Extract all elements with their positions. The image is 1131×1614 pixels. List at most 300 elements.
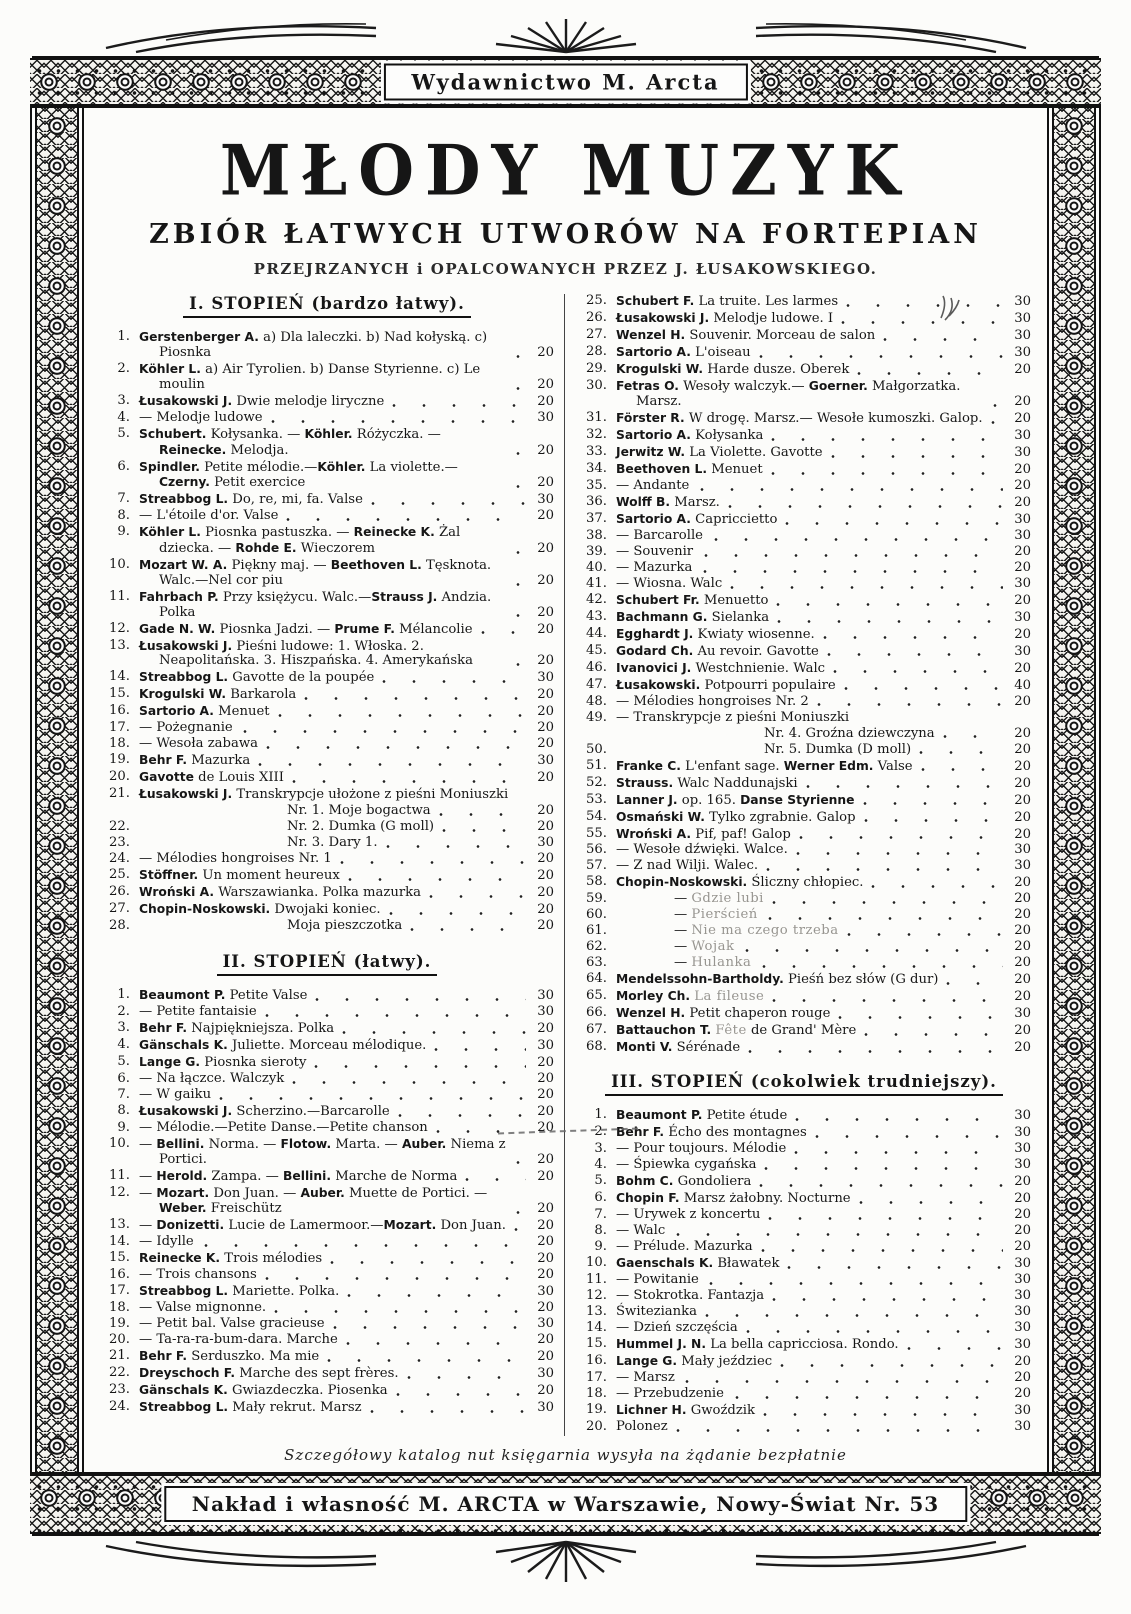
item-price: 20 xyxy=(1014,693,1031,709)
item-title xyxy=(616,1256,779,1272)
work-title: Żal dziecka. — xyxy=(159,525,461,557)
catalog-row xyxy=(100,509,554,524)
dot-leader xyxy=(386,844,526,849)
dot-leader xyxy=(219,1096,526,1101)
catalog-row xyxy=(577,956,1031,971)
dot-leader xyxy=(764,1166,1003,1171)
item-price: 20 xyxy=(537,621,554,637)
item-title xyxy=(139,687,296,703)
work-title: Petite étude xyxy=(702,1108,788,1124)
dot-leader xyxy=(794,1150,1003,1155)
work-title: Bławatek xyxy=(713,1255,780,1271)
composer-name: Jerwitz W. xyxy=(616,444,686,459)
item-price: 20 xyxy=(1014,955,1031,971)
item-price: 20 xyxy=(1014,792,1031,808)
item-title xyxy=(616,793,855,809)
item-price: 30 xyxy=(537,1316,554,1332)
catalog-row xyxy=(577,776,1031,792)
dot-leader xyxy=(815,1134,1003,1139)
item-number: 12. xyxy=(586,1287,607,1303)
item-price: 30 xyxy=(1014,444,1031,460)
dot-leader xyxy=(516,1160,526,1165)
item-price: 20 xyxy=(1014,1238,1031,1254)
work-title: Piękny maj. — xyxy=(227,558,331,574)
work-title: — Stokrotka. Fantazja xyxy=(616,1287,765,1303)
dot-leader xyxy=(516,484,526,489)
work-title: — Wesołe dźwięki. Walce. xyxy=(616,842,788,858)
ornament-band-top xyxy=(30,58,1101,106)
work-title: Gavotte de la poupée xyxy=(228,670,375,686)
item-price: 30 xyxy=(1014,1303,1031,1319)
catalog-row xyxy=(577,843,1031,858)
catalog-row xyxy=(577,1040,1031,1056)
dot-leader xyxy=(327,1358,526,1363)
item-price: 30 xyxy=(1014,1287,1031,1303)
catalog-row xyxy=(577,972,1031,988)
item-title xyxy=(616,512,777,528)
item-title xyxy=(674,956,754,971)
item-title xyxy=(139,988,307,1004)
work-title: — Petite fantaisie xyxy=(139,1003,257,1019)
work-title: Najpiękniejsza. Polka xyxy=(187,1020,335,1036)
work-title: Gwiazdeczka. Piosenka xyxy=(227,1383,388,1399)
item-title xyxy=(139,721,235,736)
dot-leader xyxy=(516,1210,526,1215)
item-price: 20 xyxy=(537,1201,554,1217)
work-title: — Mélodies hongroises Nr. 2 xyxy=(616,693,809,709)
item-number: 25. xyxy=(586,293,607,309)
dot-leader xyxy=(481,630,526,635)
composer-name: Ivanovici J. xyxy=(616,660,692,675)
item-number: 8. xyxy=(117,508,130,524)
dot-leader xyxy=(274,1309,526,1314)
item-price: 20 xyxy=(537,1300,554,1316)
dot-leader xyxy=(730,585,1003,590)
item-price: 20 xyxy=(1014,543,1031,559)
work-title: La truite. Les larmes xyxy=(694,294,839,310)
work-title: Transkrypcje ułożone z pieśni Moniuszki xyxy=(232,787,509,803)
catalog-row xyxy=(577,810,1031,826)
dot-leader xyxy=(243,729,526,734)
item-price: 20 xyxy=(1014,1207,1031,1222)
dot-leader xyxy=(759,354,1003,359)
dot-leader xyxy=(516,354,526,359)
catalog-row xyxy=(577,1289,1031,1304)
catalog-row xyxy=(100,753,554,769)
composer-name: Stöffner. xyxy=(139,868,199,883)
composer-name: Łusakowski J. xyxy=(616,311,710,326)
work-title: Harde dusze. Oberek xyxy=(703,362,850,378)
item-number: 7. xyxy=(594,1207,607,1222)
item-price: 30 xyxy=(537,835,554,851)
item-price: 20 xyxy=(537,902,554,918)
item-title xyxy=(616,1174,751,1190)
item-number: 8. xyxy=(117,1102,130,1118)
catalog-row xyxy=(100,330,554,361)
item-price: 20 xyxy=(537,508,554,524)
dot-leader xyxy=(330,1260,526,1265)
catalog-row xyxy=(100,411,554,426)
item-title xyxy=(616,577,722,592)
item-price: 20 xyxy=(537,541,554,557)
work-title: — Śpiewka cygańska xyxy=(616,1157,757,1173)
work-title: Gondoliera xyxy=(673,1174,752,1190)
catalog-row xyxy=(100,1383,554,1399)
item-number: 37. xyxy=(586,510,607,526)
dot-leader xyxy=(907,1346,1003,1351)
catalog-row xyxy=(100,836,554,851)
dot-leader xyxy=(407,1375,526,1380)
composer-name: Wroński A. xyxy=(139,885,215,900)
item-number: 48. xyxy=(586,693,607,709)
item-price: 20 xyxy=(537,1383,554,1399)
item-title xyxy=(139,1104,390,1120)
item-number: 11. xyxy=(586,1271,607,1287)
composer-name: Weber. xyxy=(159,1201,207,1216)
dot-leader xyxy=(398,1113,526,1118)
dot-leader xyxy=(333,1325,526,1330)
item-title xyxy=(616,1321,738,1336)
work-title: — Walc xyxy=(616,1222,666,1238)
composer-name: Fahrbach P. xyxy=(139,589,219,604)
item-title xyxy=(139,558,508,589)
item-title xyxy=(616,379,985,410)
composer-name: Bellini. xyxy=(156,1136,205,1151)
catalog-row xyxy=(100,820,554,835)
item-price: 20 xyxy=(537,1332,554,1348)
item-title xyxy=(616,1040,740,1056)
work-title: — xyxy=(674,891,692,907)
item-number: 1. xyxy=(117,986,130,1002)
work-title: Marche de Norma xyxy=(331,1168,458,1184)
composer-name: Beethoven L. xyxy=(330,558,422,573)
dot-leader xyxy=(700,487,1003,492)
catalog xyxy=(100,294,1031,1436)
work-title: Petite mélodie.— xyxy=(199,459,318,475)
work-title: Marta. — xyxy=(331,1136,402,1152)
section-2-continued-list xyxy=(577,294,1031,1056)
dot-leader xyxy=(382,679,526,684)
work-title: Valse xyxy=(873,758,913,774)
item-price: 30 xyxy=(537,1400,554,1416)
section-2-list xyxy=(100,988,554,1416)
composer-name: Mozart W. A. xyxy=(139,558,228,573)
section-3-list xyxy=(577,1108,1031,1435)
work-title: Freischütz xyxy=(206,1201,282,1217)
catalog-row xyxy=(577,627,1031,643)
dot-leader xyxy=(265,1013,526,1018)
catalog-row xyxy=(100,787,554,803)
work-title: — Mélodie.—Petite Danse.—Petite chanson xyxy=(139,1119,428,1135)
work-title: Gdzie lubi xyxy=(691,891,764,907)
work-title: Kwiaty wiosenne. xyxy=(693,626,815,642)
item-number: 1. xyxy=(594,1107,607,1123)
item-number: 3. xyxy=(117,392,130,408)
work-title: Sielanka xyxy=(707,609,770,625)
catalog-row xyxy=(577,1158,1031,1173)
work-title: — Marsz xyxy=(616,1369,675,1385)
composer-name: Sartorio A. xyxy=(616,345,691,360)
item-number: 68. xyxy=(586,1039,607,1055)
item-number: 24. xyxy=(109,851,130,867)
work-title: — Prélude. Mazurka xyxy=(616,1238,753,1254)
item-price: 30 xyxy=(537,987,554,1003)
work-title: — Na łączce. Walczyk xyxy=(139,1070,285,1086)
work-title: Wieczorem xyxy=(296,541,376,557)
item-number: 28. xyxy=(586,344,607,360)
catalog-row xyxy=(577,1387,1031,1402)
item-number: 39. xyxy=(586,543,607,559)
catalog-row xyxy=(577,328,1031,344)
dot-leader xyxy=(676,1232,1003,1237)
composer-name: Sartorio A. xyxy=(616,511,691,526)
composer-name: Dreyschoch F. xyxy=(139,1366,236,1381)
item-number: 9. xyxy=(117,1119,130,1135)
item-price: 20 xyxy=(1014,461,1031,477)
item-title xyxy=(616,1142,786,1157)
item-number: 4. xyxy=(117,1036,130,1052)
item-price: 30 xyxy=(537,492,554,508)
catalog-row xyxy=(100,1235,554,1250)
composer-name: Krogulski W. xyxy=(139,687,227,702)
item-title xyxy=(139,770,284,786)
item-price: 30 xyxy=(1014,609,1031,625)
item-title xyxy=(616,759,913,775)
item-title xyxy=(139,362,508,393)
composer-name: Schubert. xyxy=(139,426,207,441)
dot-leader xyxy=(728,504,1003,509)
item-title xyxy=(616,462,763,478)
item-title xyxy=(616,1158,756,1173)
item-title xyxy=(139,1235,196,1250)
item-title xyxy=(139,1055,306,1071)
dot-leader xyxy=(787,1265,1003,1270)
composer-name: Hummel J. N. xyxy=(616,1336,706,1351)
composer-name: Łusakowski J. xyxy=(139,787,233,802)
work-title: — Barcarolle xyxy=(616,527,703,543)
work-title: Dwie melodje liryczne xyxy=(232,393,385,409)
catalog-row xyxy=(100,1317,554,1332)
dot-leader xyxy=(863,801,1003,806)
catalog-row xyxy=(100,1104,554,1120)
item-number: 10. xyxy=(109,557,130,573)
item-price: 20 xyxy=(1014,477,1031,493)
item-price: 20 xyxy=(537,376,554,392)
item-title xyxy=(616,644,819,660)
work-title: Petite Valse xyxy=(225,987,308,1003)
item-number: 61. xyxy=(586,923,607,939)
catalog-row xyxy=(100,1400,554,1416)
catalog-row xyxy=(100,670,554,686)
catalog-row xyxy=(577,661,1031,677)
catalog-row xyxy=(577,1337,1031,1353)
item-price: 20 xyxy=(537,918,554,934)
item-title xyxy=(139,1169,457,1185)
item-title xyxy=(139,787,508,803)
composer-name: Lange G. xyxy=(616,1353,678,1368)
item-number: 20. xyxy=(109,769,130,785)
item-title xyxy=(764,727,935,742)
work-title: Barkarola xyxy=(226,687,297,703)
work-title: Menuet xyxy=(213,704,270,720)
item-price: 20 xyxy=(1014,1191,1031,1207)
item-title xyxy=(139,1317,325,1332)
catalog-page xyxy=(0,14,1131,1614)
composer-name: Lanner J. xyxy=(616,792,678,807)
item-price: 30 xyxy=(1014,527,1031,543)
catalog-row xyxy=(577,462,1031,478)
composer-name: Rohde E. xyxy=(235,541,297,556)
item-price: 20 xyxy=(537,344,554,360)
item-price: 30 xyxy=(1014,1402,1031,1418)
item-title xyxy=(616,1108,787,1124)
page-subtitle: ZBIÓR ŁATWYCH UTWORÓW NA FORTEPIAN xyxy=(149,219,982,251)
work-title: Westchnienie. Walc xyxy=(691,660,826,676)
work-title: Różyczka. — xyxy=(352,426,441,442)
composer-name: Łusakowski J. xyxy=(139,638,233,653)
catalog-row xyxy=(577,1354,1031,1370)
item-price: 20 xyxy=(537,803,554,819)
catalog-row xyxy=(100,460,554,492)
work-title: Nr. 4. Groźna dziewczyna xyxy=(764,725,935,741)
catalog-row xyxy=(577,1174,1031,1190)
item-number xyxy=(577,727,616,742)
item-title xyxy=(616,362,849,378)
work-title: Pif, paf! Galop xyxy=(691,826,791,842)
item-price: 20 xyxy=(1014,626,1031,642)
work-title: Pierścień xyxy=(691,907,758,923)
item-number: 66. xyxy=(586,1005,607,1021)
work-title: Pieśni ludowe: 1. Włoska. 2. Neapolitańska. 3. Hiszpańska. 4. Amerykańska xyxy=(159,638,474,669)
dot-leader xyxy=(780,1363,1003,1368)
item-price: 20 xyxy=(1014,775,1031,791)
work-title: Menuet xyxy=(707,461,763,477)
composer-name: Reinecke. xyxy=(159,442,227,457)
item-title xyxy=(287,820,434,835)
work-title: Piosnka pastuszka. — xyxy=(200,525,354,541)
work-title: Nie ma czego trzeba xyxy=(691,923,839,939)
corner-ornament-icon xyxy=(937,292,963,322)
item-number: 29. xyxy=(586,361,607,377)
dot-leader xyxy=(844,686,1003,691)
item-price: 30 xyxy=(1014,427,1031,443)
composer-name: Łusakowski J. xyxy=(139,393,233,408)
composer-name: Sartorio A. xyxy=(139,704,214,719)
item-title xyxy=(139,1268,257,1283)
dot-leader xyxy=(748,1049,1003,1054)
composer-name: Behr F. xyxy=(139,1020,188,1035)
item-price: 20 xyxy=(1014,758,1031,774)
composer-name: Battauchon T. xyxy=(616,1023,712,1038)
catalog-row xyxy=(577,1321,1031,1336)
dot-leader xyxy=(817,702,1003,707)
item-number: 21. xyxy=(109,786,130,802)
catalog-row xyxy=(100,1169,554,1185)
item-title xyxy=(139,460,508,492)
work-title: Nr. 5. Dumka (D moll) xyxy=(764,741,912,757)
dot-leader xyxy=(943,734,1003,739)
item-number: 56. xyxy=(586,842,607,858)
catalog-row xyxy=(100,919,554,934)
catalog-row xyxy=(100,737,554,752)
work-title: Nr. 1. Moje bogactwa xyxy=(287,803,431,819)
item-price: 20 xyxy=(537,1168,554,1184)
item-title xyxy=(287,919,402,934)
work-title: Nr. 2. Dumka (G moll) xyxy=(287,819,435,835)
item-number: 30. xyxy=(586,378,607,394)
catalog-row xyxy=(100,1038,554,1054)
item-title xyxy=(139,737,258,752)
dot-leader xyxy=(429,894,526,899)
work-title: La fileuse xyxy=(694,989,765,1005)
work-title: Capriccietto xyxy=(690,511,778,527)
dot-leader xyxy=(286,517,526,522)
item-title xyxy=(616,989,764,1005)
page-content xyxy=(84,106,1047,1474)
item-title xyxy=(139,1186,508,1218)
composer-name: Reinecke K. xyxy=(139,1251,221,1266)
item-number: 36. xyxy=(586,493,607,509)
composer-name: Morley Ch. xyxy=(616,989,691,1004)
item-number: 44. xyxy=(586,625,607,641)
work-title: Warszawianka. Polka mazurka xyxy=(214,885,421,901)
item-title xyxy=(616,294,838,310)
item-title xyxy=(674,940,737,955)
ornament-band-left xyxy=(30,106,84,1474)
work-title: — Andante xyxy=(616,477,690,493)
item-title xyxy=(616,428,763,444)
item-title xyxy=(616,1371,677,1386)
item-price: 30 xyxy=(1014,311,1031,327)
catalog-row xyxy=(577,743,1031,758)
item-price: 20 xyxy=(537,572,554,588)
item-price: 20 xyxy=(1014,1369,1031,1385)
composer-name: Köhler. xyxy=(317,459,366,474)
composer-name: Streabbog L. xyxy=(139,1400,229,1415)
item-number: 59. xyxy=(586,891,607,907)
catalog-row xyxy=(100,1349,554,1365)
item-title xyxy=(616,545,696,560)
dot-leader xyxy=(763,1412,1003,1417)
catalog-row xyxy=(577,445,1031,461)
item-price: 20 xyxy=(1014,1174,1031,1190)
composer-name: Chopin-Noskowski. xyxy=(139,902,271,917)
composer-name: Gänschals K. xyxy=(139,1037,228,1052)
column-left xyxy=(100,294,564,1436)
page-title: MŁODY MUZYK xyxy=(219,130,912,212)
dot-leader xyxy=(389,911,526,916)
composer-name: Bellini. xyxy=(283,1168,332,1183)
work-title: — W gaiku xyxy=(139,1086,212,1102)
dot-leader xyxy=(841,320,1003,325)
work-title: Fête xyxy=(715,1023,747,1039)
composer-name: Donizetti. xyxy=(156,1218,225,1233)
item-price: 30 xyxy=(1014,511,1031,527)
catalog-row xyxy=(577,561,1031,576)
item-number: 51. xyxy=(586,757,607,773)
work-title: Un moment heureux xyxy=(198,868,340,884)
dot-leader xyxy=(709,1281,1003,1286)
item-price: 20 xyxy=(1014,1040,1031,1056)
item-title xyxy=(139,330,508,361)
page-frame xyxy=(30,106,1101,1474)
composer-name: Goerner. xyxy=(808,379,868,394)
work-title: — xyxy=(674,955,692,971)
catalog-row xyxy=(577,1240,1031,1255)
dot-leader xyxy=(516,582,526,587)
item-number: 2. xyxy=(117,360,130,376)
dot-leader xyxy=(766,867,1003,872)
